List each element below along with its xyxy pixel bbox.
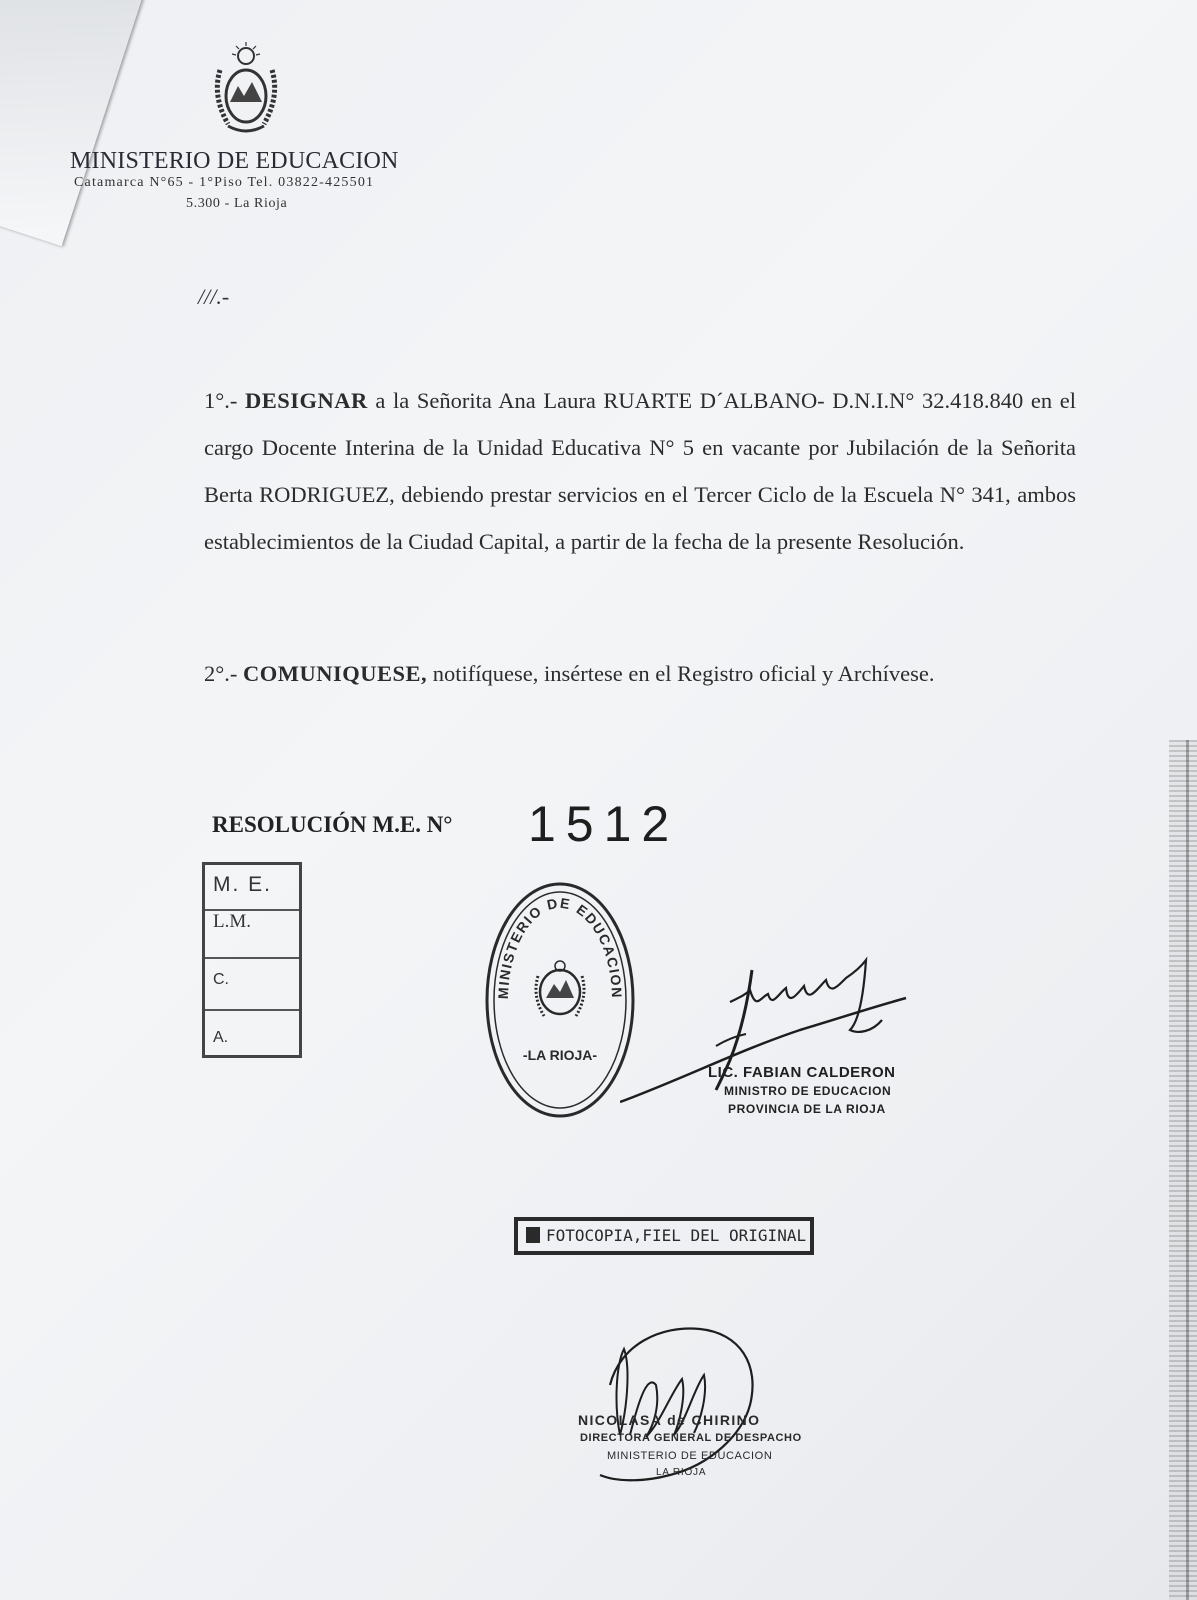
copy-stamp-text: FOTOCOPIA,FIEL DEL ORIGINAL [546, 1226, 807, 1245]
resolution-label: RESOLUCIÓN M.E. N° [212, 812, 453, 837]
ministry-seal [482, 880, 638, 1120]
continuation-mark: ///.- [198, 284, 230, 309]
resolution-number: 1512 [528, 796, 680, 852]
article-1 [204, 377, 1076, 565]
folded-corner [0, 0, 151, 246]
scan-edge [1169, 740, 1197, 1600]
seal-emblem-icon [536, 961, 584, 1016]
initials-box [202, 862, 302, 1058]
copy-stamp [514, 1217, 814, 1255]
article-1-number: 1°.- [204, 388, 238, 413]
director-city: LA RIOJA [656, 1467, 707, 1478]
minister-name: LIC. FABIAN CALDERON [708, 1064, 896, 1081]
initials-row-me: M. E. [213, 873, 273, 896]
ministry-title: MINISTERIO DE EDUCACION [70, 148, 399, 174]
ministry-address: Catamarca N°65 - 1°Piso Tel. 03822-425501 [74, 175, 375, 190]
stamp-square-mark [526, 1227, 540, 1243]
seal-top-text: MINISTERIO DE EDUCACION [494, 894, 626, 1000]
director-signature [590, 1325, 790, 1490]
article-2 [204, 650, 1076, 697]
article-1-verb: DESIGNAR [245, 388, 368, 413]
minister-role: MINISTRO DE EDUCACION [724, 1084, 892, 1098]
coat-of-arms-icon [206, 40, 286, 140]
minister-province: PROVINCIA DE LA RIOJA [728, 1102, 886, 1116]
director-name: NICOLASA de CHIRINO [578, 1412, 761, 1428]
initials-row-lm: L.M. [213, 911, 251, 932]
ministry-city: 5.300 - La Rioja [186, 196, 288, 211]
director-ministry: MINISTERIO DE EDUCACION [607, 1450, 773, 1462]
initials-row-c: C. [213, 971, 229, 988]
article-2-number: 2°.- [204, 661, 238, 686]
article-1-text: a la Señorita Ana Laura RUARTE D´ALBANO- D.N.I.N° 32.418.840 en el cargo Docente Interina de la Unidad Educativa N° 5 en vacante por Jubilación de la Señorita Berta RODRIGUEZ, debiendo prestar servicios en el Tercer Ciclo de la Escuela N° 341, ambos establecimientos de la Ciudad Capital, a partir de la fecha de la presente Resolución. [204, 388, 1077, 554]
director-role: DIRECTORA GENERAL DE DESPACHO [580, 1432, 802, 1444]
initials-row-a: A. [213, 1029, 229, 1046]
seal-bottom-text: -LA RIOJA- [522, 1047, 598, 1063]
article-2-verb: COMUNIQUESE, [243, 661, 428, 686]
article-2-text: notifíquese, insértese en el Registro oficial y Archívese. [432, 661, 935, 686]
scan-edge-line [1186, 740, 1189, 1600]
